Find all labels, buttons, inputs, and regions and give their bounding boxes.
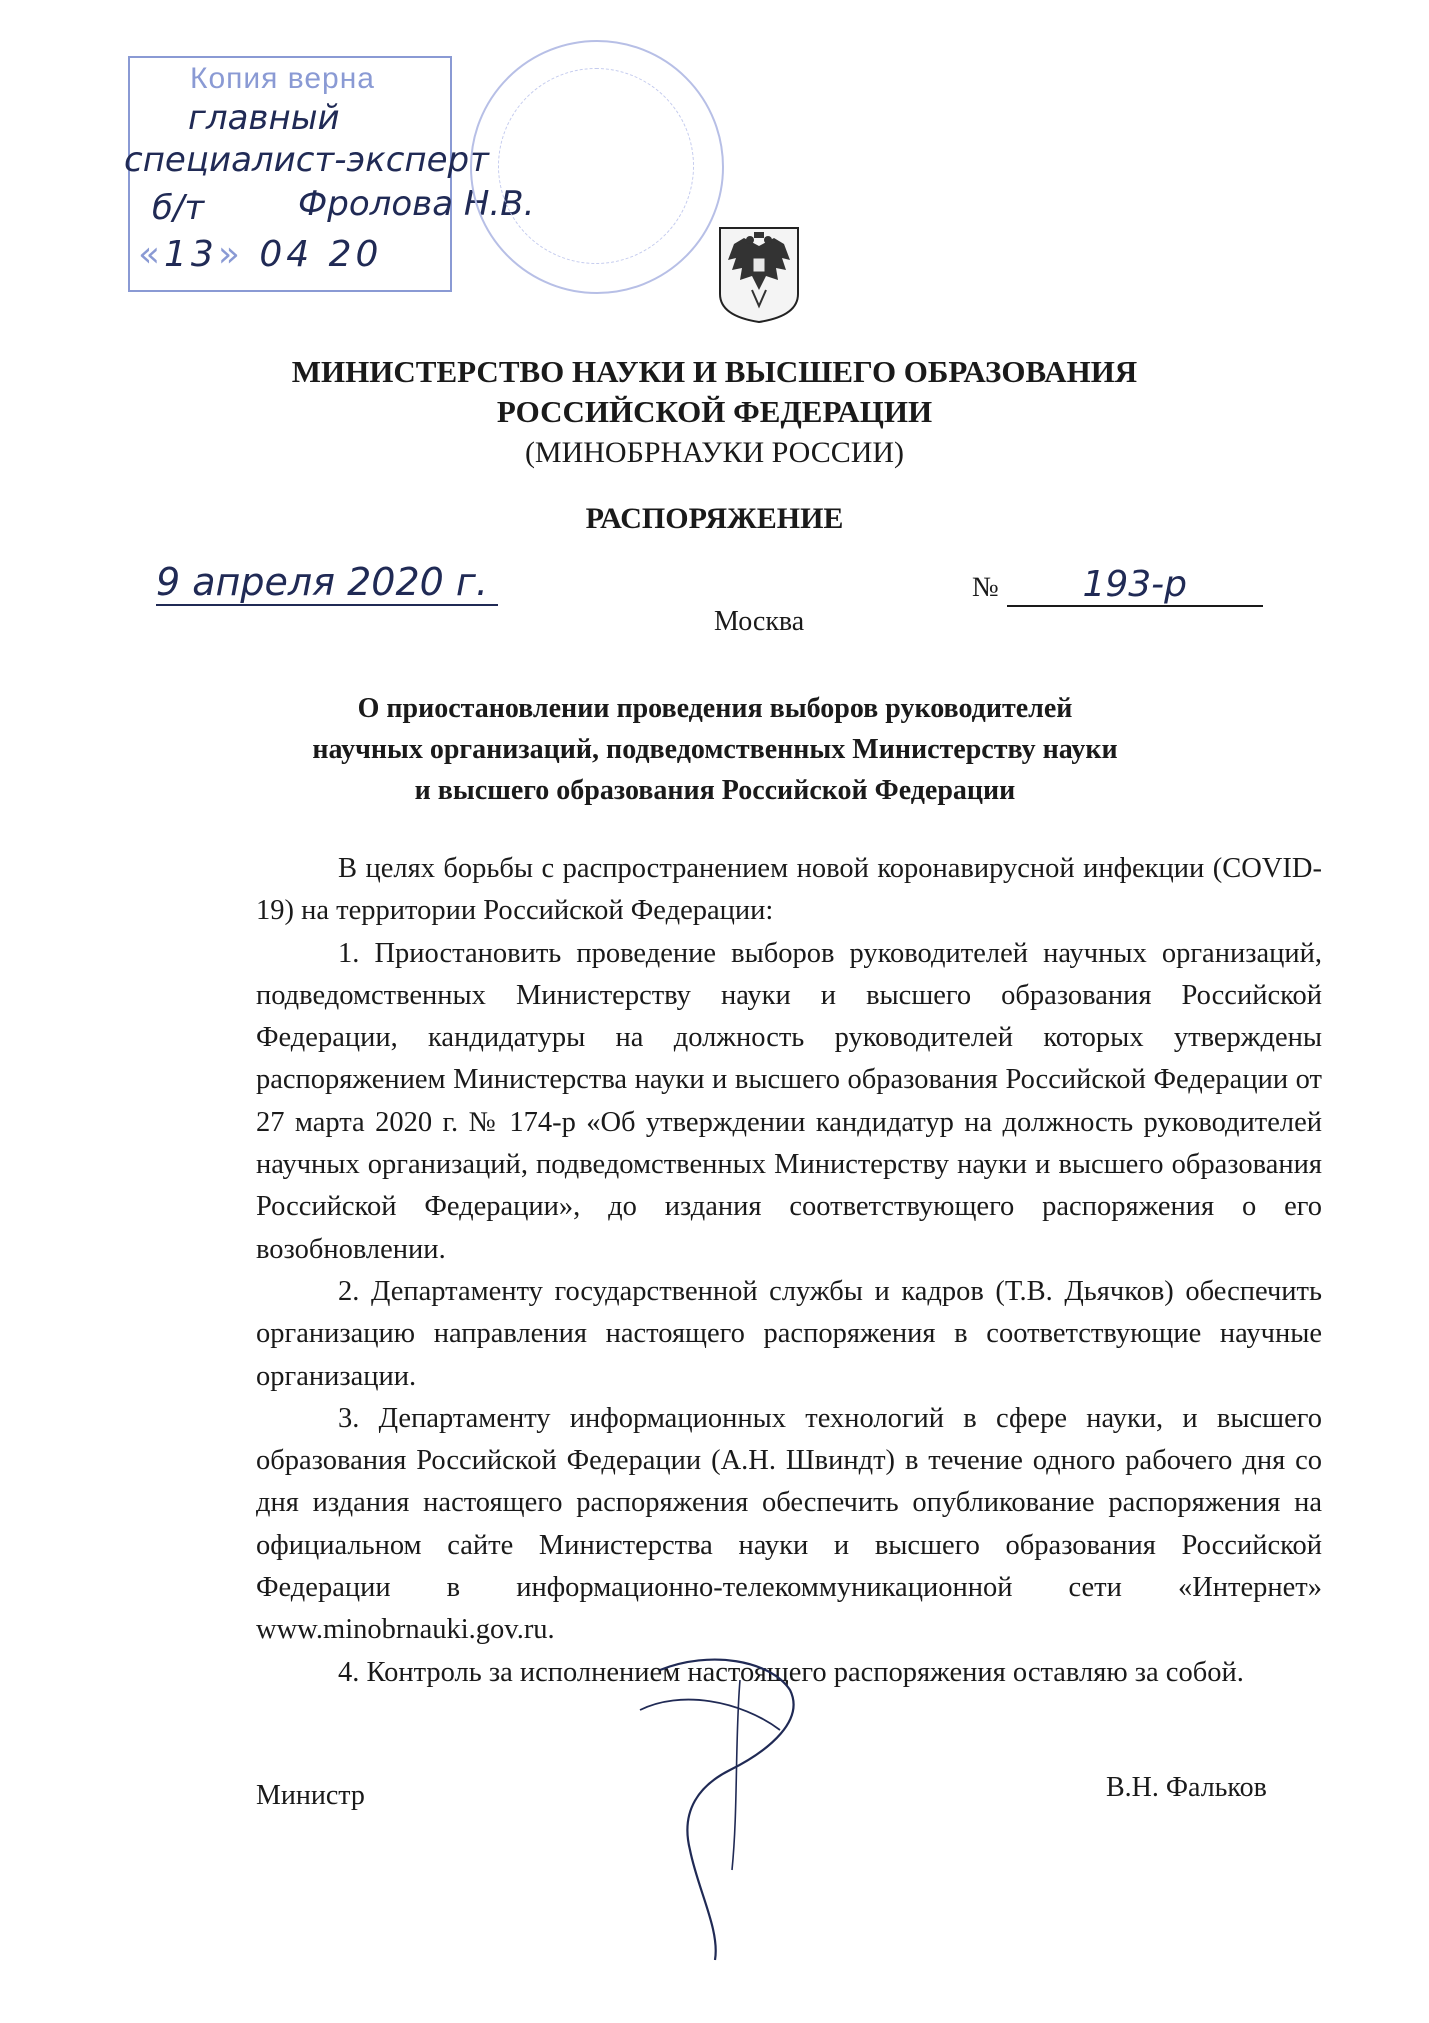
handwritten-document-date: 9 апреля 2020 г. [156, 560, 498, 606]
stamp-date-month: 04 [259, 234, 314, 275]
document-number [972, 564, 1263, 607]
handwritten-certifier-name: Фролова Н.В. [298, 184, 535, 224]
stamp-date-day: 13 [164, 234, 218, 275]
coat-of-arms-icon [714, 224, 804, 324]
subject-line3: и высшего образования Российской Федерации [414, 775, 1016, 806]
signer-name: В.Н. Фальков [1106, 1772, 1267, 1803]
document-body [256, 848, 1322, 1694]
handwritten-signature-mark: б/т [152, 188, 205, 228]
body-item-1: 1. Приостановить проведение выборов руководителей научных организаций, подведомственных Министерству науки и высшего образования Российской Федерации, кандидатуры на должность руководителей которых утверждены распоряжением Министерства науки и высшего образования Российской Федерации от 27 марта 2020 г. № 174-р «Об утверждении кандидатур на должность руководителей научных организаций, подведомственных Министерству науки и высшего образования Российской Федерации», до издания соответствующего распоряжения о его возобновлении. [256, 937, 1322, 1265]
ministry-short-name: (МИНОБРНАУКИ РОССИИ) [524, 436, 905, 469]
body-item-3: 3. Департаменту информационных технологий в сфере науки, и высшего образования Российской Федерации (А.Н. Швиндт) в течение одного рабочего дня со дня издания настоящего распоряжения обеспечить опубликование распоряжения на официальном сайте Министерства науки и высшего образования Российской Федерации в информационно-телекоммуникационной сети «Интернет» www.minobrnauki.gov.ru. [256, 1402, 1322, 1646]
handwritten-position-line1: главный [188, 98, 340, 138]
stamp-title: Копия верна [190, 62, 375, 95]
document-type: РАСПОРЯЖЕНИЕ [585, 502, 844, 535]
document-city: Москва [714, 606, 805, 637]
subject-line2: научных организаций, подведомственных Министерству науки [312, 734, 1118, 765]
ministry-name-line1: МИНИСТЕРСТВО НАУКИ И ВЫСШЕГО ОБРАЗОВАНИЯ [291, 354, 1138, 389]
handwritten-signature-icon [620, 1650, 840, 1970]
subject-line1: О приостановлении проведения выборов руководителей [357, 693, 1073, 724]
number-sign: № [972, 572, 999, 603]
ministry-name [0, 352, 1429, 432]
handwritten-document-number: 193-р [1007, 564, 1263, 607]
handwritten-certification-date: «13» 04 20 [138, 234, 383, 275]
body-item-2: 2. Департаменту государственной службы и кадров (Т.В. Дьячков) обеспечить организацию направления настоящего распоряжения в соответствующие научные организации. [256, 1275, 1322, 1392]
handwritten-position-line2: специалист-эксперт [124, 140, 489, 180]
signer-title: Министр [256, 1780, 365, 1811]
ministry-name-line2: РОССИЙСКОЙ ФЕДЕРАЦИИ [496, 394, 933, 429]
document-subject [180, 688, 1250, 811]
body-preamble: В целях борьбы с распространением новой коронавирусной инфекции (COVID-19) на территории Российской Федерации: [256, 853, 1322, 927]
stamp-date-year: 20 [328, 234, 383, 275]
round-seal-icon [470, 40, 724, 294]
copy-certification-stamp [124, 56, 535, 292]
body-item-4: 4. Контроль за исполнением настоящего распоряжения оставляю за собой. [338, 1656, 1244, 1688]
